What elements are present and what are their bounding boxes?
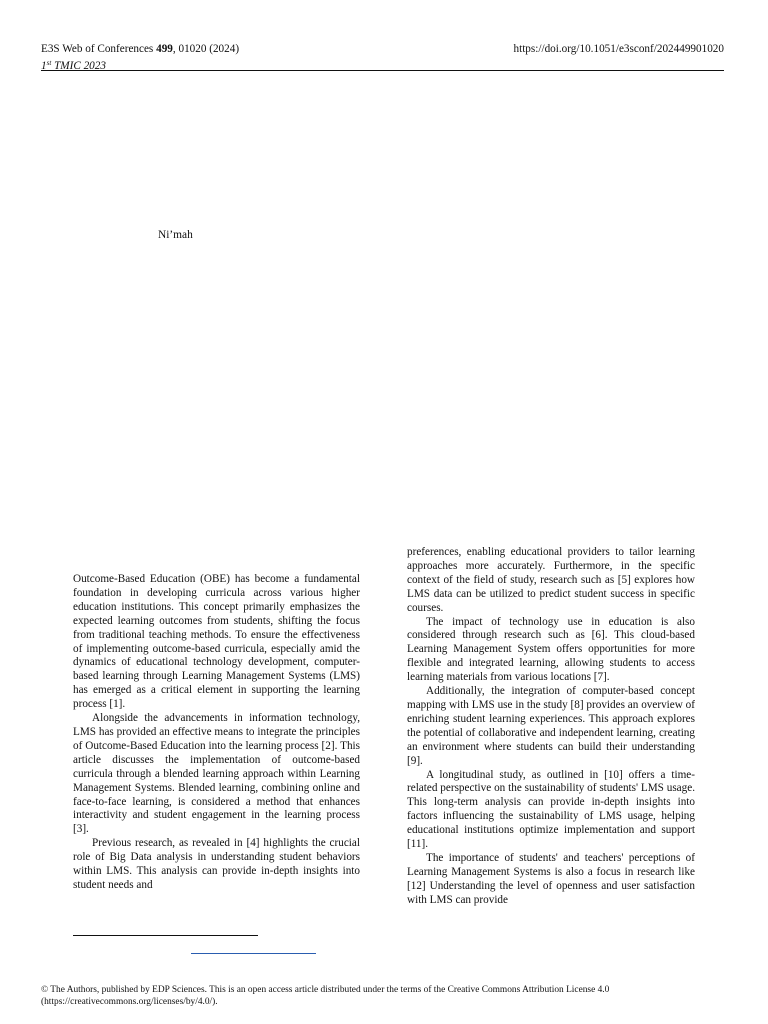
header-divider bbox=[41, 70, 724, 71]
paragraph: Previous research, as revealed in [4] highlights the crucial role of Big Data analysis in understanding student behaviors within LMS. This analysis can provide in-depth insights into student needs and bbox=[73, 837, 360, 891]
paragraph: Outcome-Based Education (OBE) has become a fundamental foundation in developing curricula across various higher education institutions. This concept primarily emphasizes the expected learning outcomes from students, shifting the focus from traditional teaching methods. To ensure the effectiveness of implementing outcome-based curricula, especially amid the dynamics of educational technology development, computer-based learning through Learning Management Systems (LMS) has emerged as a critical element in supporting the learning process [1]. bbox=[73, 573, 360, 711]
paragraph: The importance of students' and teachers' perceptions of Learning Management Systems is also a focus in research like [12] Understanding the level of openness and user satisfaction with LMS can provide bbox=[407, 851, 695, 906]
author-name: Ni’mah bbox=[158, 229, 193, 241]
journal-volume: 499 bbox=[156, 43, 173, 55]
event-name: TMIC 2023 bbox=[54, 60, 106, 72]
paragraph: Alongside the advancements in information technology, LMS has provided an effective means to integrate the principles of Outcome-Based Education into the learning process [2]. This article discusses the implementation of outcome-based curricula through a blended learning approach within Learning Management Systems. Blended learning, combining online and face-to-face learning, is considered a method that enhances interactivity and student engagement in the learning process [3]. bbox=[73, 712, 360, 836]
event-number: 1 bbox=[41, 60, 47, 72]
license-footer bbox=[41, 984, 724, 1008]
footnote-divider bbox=[73, 935, 258, 936]
paragraph: preferences, enabling educational providers to tailor learning approaches more accurately. Furthermore, in the specific context of the field of study, research such as [5] explores how LMS data can be utilized to predict student success in specific courses. bbox=[407, 546, 695, 614]
journal-citation bbox=[41, 42, 239, 56]
left-column bbox=[73, 573, 360, 893]
right-column bbox=[407, 546, 695, 908]
paragraph: A longitudinal study, as outlined in [10] offers a time-related perspective on the sustainability of students' LMS usage. This long-term analysis can provide in-depth insights into factors influencing the sustainability of LMS usage, helping educational institutions optimize implementation and support [11]. bbox=[407, 768, 695, 851]
journal-name: E3S Web of Conferences bbox=[41, 43, 154, 55]
license-url[interactable]: (https://creativecommons.org/licenses/by/4.0/). bbox=[41, 997, 218, 1007]
doi-link[interactable]: https://doi.org/10.1051/e3sconf/202449901020 bbox=[513, 43, 724, 55]
running-header-left bbox=[41, 42, 239, 73]
paragraph: Additionally, the integration of computer-based concept mapping with LMS use in the study [8] provides an overview of enriching student learning experiences. This approach explores the potential of collaborative and independent learning, creating an environment where students can build their understanding [9]. bbox=[407, 685, 695, 767]
footnote-link-underline[interactable] bbox=[191, 953, 316, 954]
article-number: , 01020 (2024) bbox=[172, 43, 240, 55]
license-text: © The Authors, published by EDP Sciences. This is an open access article distributed under the terms of the Creative Commons Attribution License 4.0 bbox=[41, 985, 610, 995]
event-ordinal: st bbox=[46, 59, 52, 67]
paragraph: The impact of technology use in education is also considered through research such as [6]. This cloud-based Learning Management System offers opportunities for more flexible and integrated learning, allowing students to access learning materials from various locations [7]. bbox=[407, 615, 695, 684]
